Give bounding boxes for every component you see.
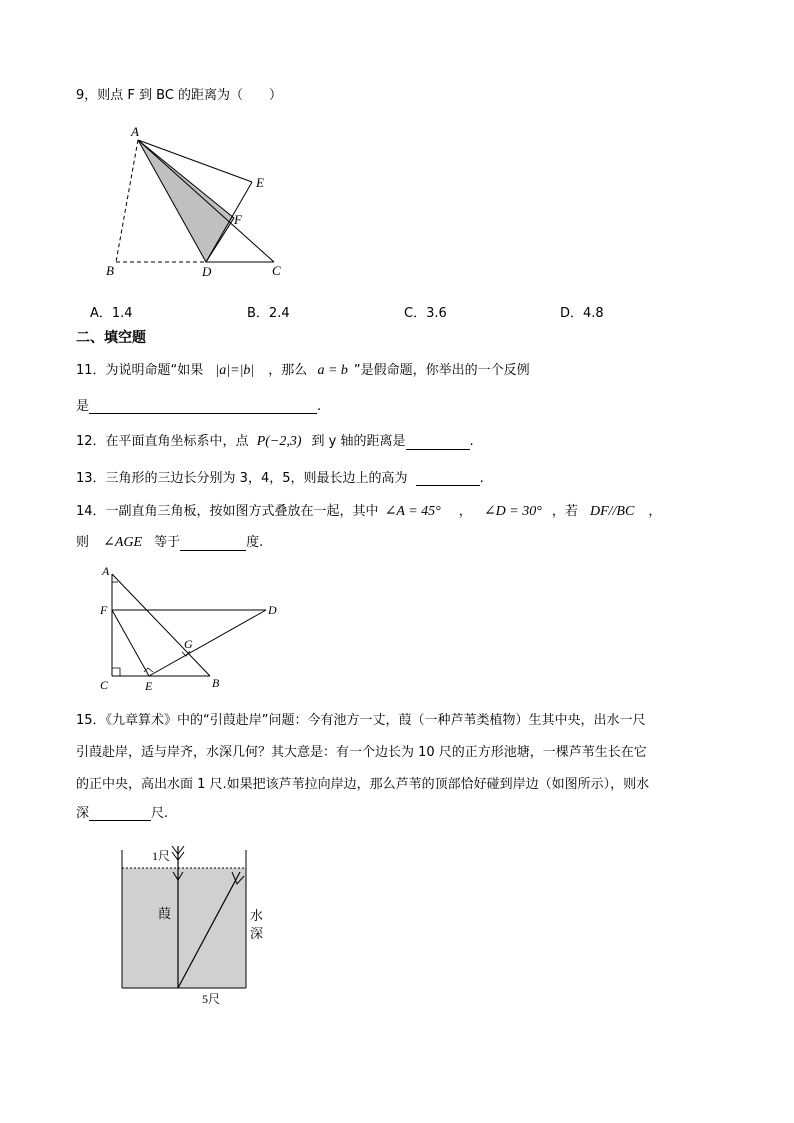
label-c: C [100, 678, 109, 692]
q11-line2-suffix: . [317, 399, 322, 414]
label-d: D [268, 603, 277, 617]
q15-line1: 15．《九章算术》中的“引葭赴岸”问题：今有池方一丈，葭（一种芦苇类植物）生其中央，出水一尺 [76, 713, 646, 728]
label-g: G [184, 637, 193, 651]
segment-ab [112, 574, 210, 676]
q10-figure [100, 120, 300, 280]
q15-figure [110, 840, 280, 1010]
segment-ed [149, 610, 266, 676]
q14-line1 [76, 500, 661, 520]
label-depth-1: 水 [250, 908, 264, 923]
q14-figure [96, 562, 286, 692]
shaded-triangle [138, 140, 234, 262]
label-depth-2: 深 [250, 926, 264, 941]
label-e: E [145, 679, 153, 692]
q14-line2-c: 度. [246, 535, 264, 550]
q14-math-angle-d: ∠D = 30° [483, 504, 542, 519]
label-d: D [202, 264, 212, 279]
q14-sep1: ， [458, 504, 472, 519]
option-a[interactable]: A．1.4 [90, 306, 133, 321]
q12-suffix: . [469, 434, 474, 449]
q15-line4 [76, 802, 168, 821]
q13-number: 13． [76, 471, 106, 486]
q15-answer-blank[interactable] [89, 806, 151, 821]
q14-math-angle-a: ∠A = 45° [384, 504, 441, 519]
q15-line4-b: 尺. [151, 806, 169, 821]
q12-text-b: 到 y 轴的距离是 [311, 434, 406, 449]
q14-text-a: 一副直角三角板，按如图方式叠放在一起，其中 [105, 504, 379, 519]
label-b: B [212, 676, 220, 690]
q14-math-parallel: DF//BC [589, 504, 635, 519]
q13-answer-blank[interactable] [416, 471, 480, 486]
q14-line2-a: 则 [76, 535, 90, 550]
label-bottom: 5尺 [202, 992, 221, 1006]
right-angle-c [112, 668, 120, 676]
section-title: 二、填空题 [76, 330, 146, 346]
q13-suffix: . [479, 471, 484, 486]
label-f: F [234, 212, 242, 227]
q12-number: 12． [76, 434, 106, 449]
q14-number: 14． [76, 504, 106, 519]
label-c: C [272, 263, 281, 278]
segment-ab [116, 140, 138, 262]
q12-text-a: 在平面直角坐标系中，点 [105, 434, 249, 449]
q11-text-a: 为说明命题“如果 [105, 363, 204, 378]
q11-text-b: ，那么 [268, 363, 308, 378]
q12-answer-blank[interactable] [406, 435, 470, 450]
water-area [122, 868, 246, 988]
option-c[interactable]: C．3.6 [404, 306, 447, 321]
segment-fe [112, 610, 149, 676]
label-reed: 葭 [158, 906, 172, 921]
q14-text-b: ，若 [551, 504, 578, 519]
option-d[interactable]: D．4.8 [560, 306, 604, 321]
label-f: F [100, 603, 108, 617]
q11-line1 [76, 359, 530, 379]
q11-number: 11． [76, 363, 106, 378]
q15-line3: 的正中央，高出水面 1 尺.如果把该芦苇拉向岸边，那么芦苇的顶部恰好碰到岸边（如图所示），则水 [76, 777, 650, 792]
q13-text: 三角形的三边长分别为 3，4，5，则最长边上的高为 [105, 471, 408, 486]
q14-answer-blank[interactable] [180, 536, 246, 551]
q12-line [76, 430, 474, 450]
q11-math-condition: |a|=|b| [215, 363, 255, 378]
q14-line2-b: 等于 [154, 535, 181, 550]
label-top: 1尺 [152, 849, 171, 863]
option-b[interactable]: B．2.4 [247, 306, 290, 321]
q13-line [76, 467, 484, 486]
q11-answer-blank[interactable] [89, 399, 317, 414]
q11-math-conclusion: a = b [317, 363, 348, 378]
q11-line2 [76, 395, 321, 414]
q11-text-c: ”是假命题，你举出的一个反例 [353, 363, 530, 378]
label-a: A [131, 124, 139, 139]
q12-math-point: P(−2,3) [256, 434, 302, 449]
q15-line2: 引葭赴岸，适与岸齐，水深几何？其大意是：有一个边长为 10 尺的正方形池塘，一棵芦苇生长在它 [76, 745, 647, 760]
label-e: E [256, 175, 264, 190]
label-a: A [102, 564, 110, 578]
q14-math-angle-age: ∠AGE [103, 535, 143, 550]
q14-line2 [76, 531, 263, 551]
q14-sep2: ， [648, 504, 662, 519]
q10-stem: 9，则点 F 到 BC 的距离为（ ） [76, 88, 283, 103]
q11-line2-prefix: 是 [76, 399, 90, 414]
label-b: B [106, 263, 114, 278]
q15-line4-a: 深 [76, 806, 90, 821]
